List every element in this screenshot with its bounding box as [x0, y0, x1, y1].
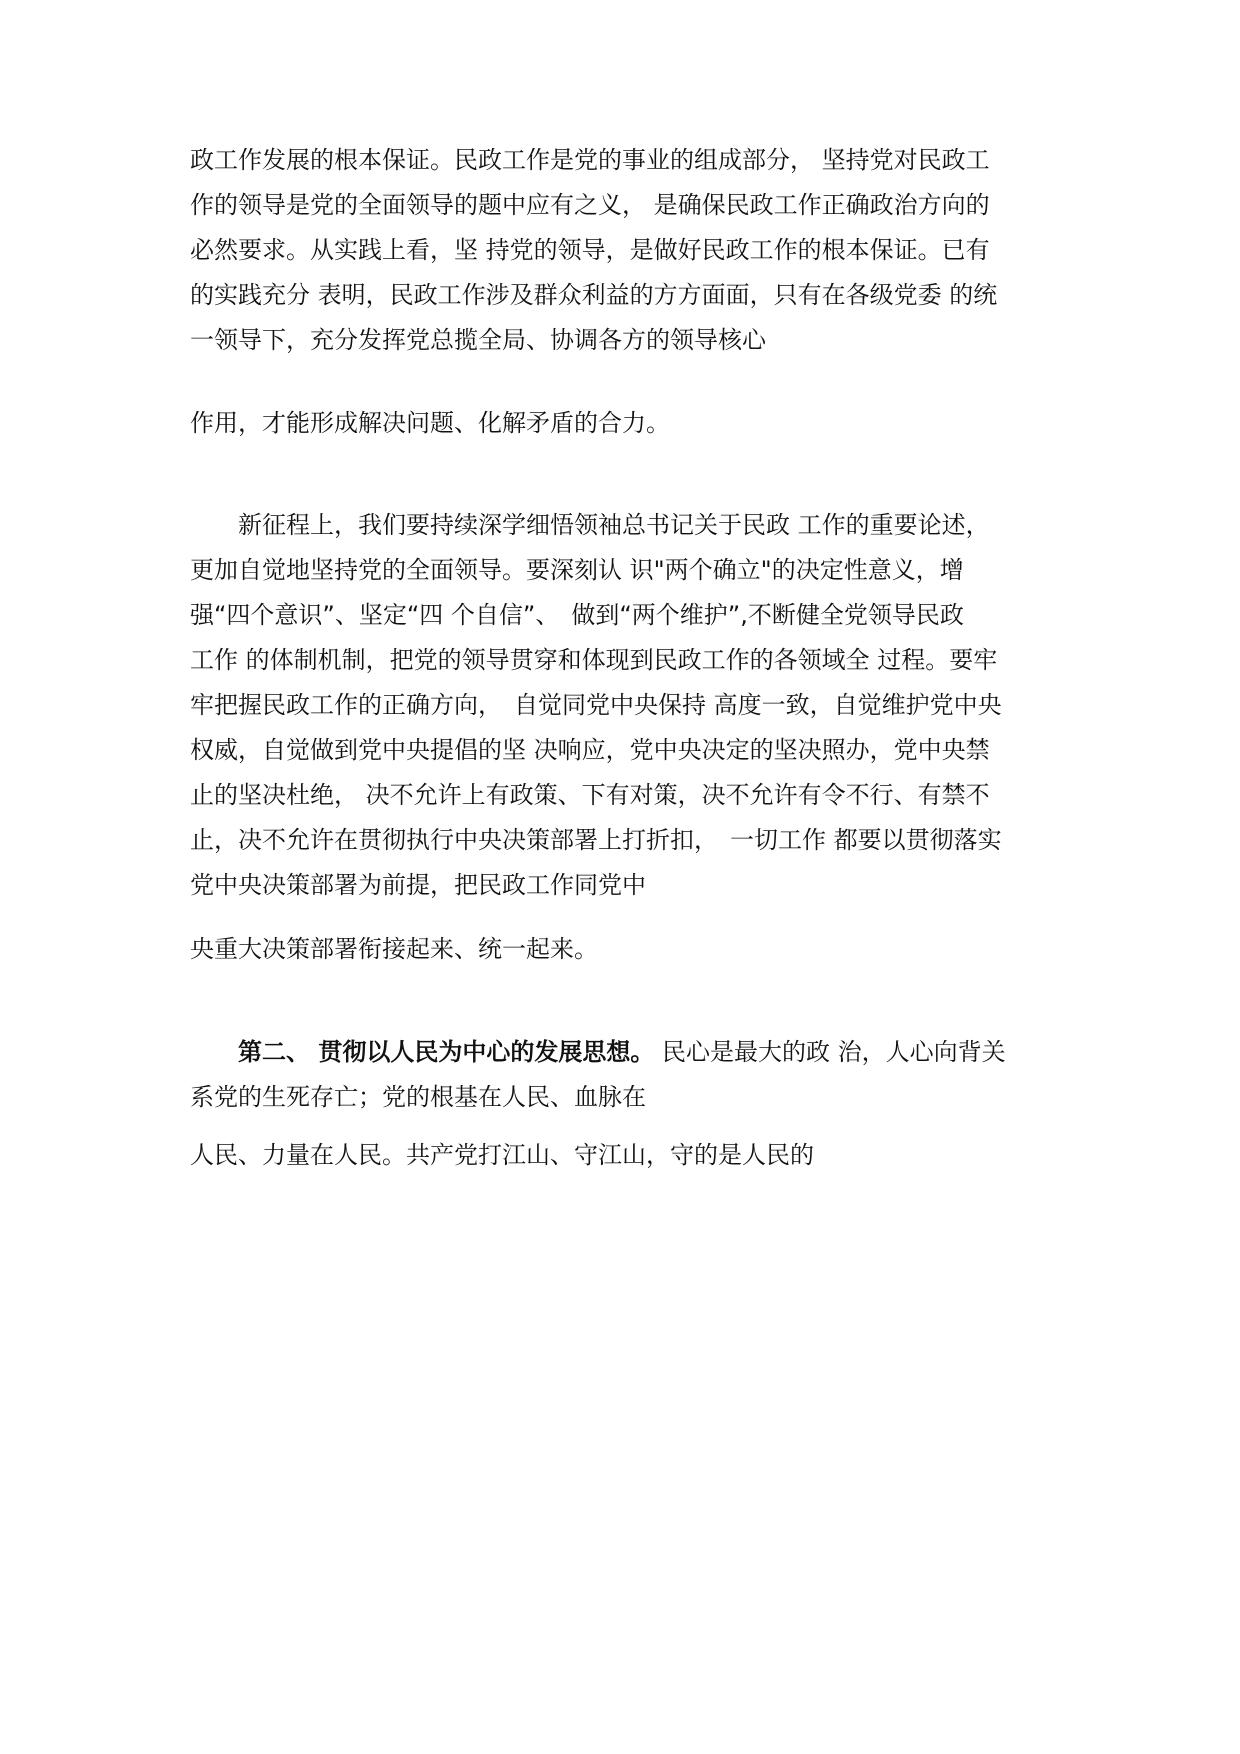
paragraph-1-continuation-line: 作用，才能形成解决问题、化解矛盾的合力。: [190, 409, 670, 437]
paragraph-2-line-2: 更加自觉地坚持党的全面领导。要深刻认 识"两个确立"的决定性意义，增: [190, 556, 964, 584]
paragraph-1-line-3: 必然要求。从实践上看，坚 持党的领导，是做好民政工作的根本保证。已有: [190, 236, 990, 264]
paragraph-3-continuation: [190, 1133, 1070, 1178]
paragraph-1-line-4: 的实践充分 表明，民政工作涉及群众利益的方方面面，只有在各级党委 的统: [190, 281, 998, 309]
paragraph-3: [190, 1030, 1070, 1120]
paragraph-2-line-3: 强“四个意识”、坚定“四 个自信”、 做到“两个维护”,不断健全党领导民政: [190, 601, 964, 629]
paragraph-3-indent: [190, 1038, 238, 1066]
paragraph-3-continuation-line: 人民、力量在人民。共产党打江山、守江山，守的是人民的: [190, 1141, 814, 1169]
paragraph-2-continuation: [190, 927, 1070, 972]
paragraph-2-line-5: 牢把握民政工作的正确方向， 自觉同党中央保持 高度一致，自觉维护党中央: [190, 691, 1002, 719]
paragraph-3-line-2: 系党的生死存亡；党的根基在人民、血脉在: [190, 1083, 646, 1111]
paragraph-1-line-1: 政工作发展的根本保证。民政工作是党的事业的组成部分， 坚持党对民政工: [190, 146, 990, 174]
paragraph-2: [190, 503, 1070, 908]
paragraph-3-line-1: [190, 1030, 1070, 1075]
paragraph-3-line-1-rest: 民心是最大的政 治，人心向背关: [654, 1038, 1006, 1066]
paragraph-1-continuation: [190, 401, 1070, 446]
paragraph-1-line-2: 作的领导是党的全面领导的题中应有之义， 是确保民政工作正确政治方向的: [190, 191, 990, 219]
paragraph-2-line-8: 止，决不允许在贯彻执行中央决策部署上打折扣， 一切工作 都要以贯彻落实: [190, 826, 1002, 854]
paragraph-2-line-9: 党中央决策部署为前提，把民政工作同党中: [190, 871, 646, 899]
paragraph-1-line-5: 一领导下，充分发挥党总揽全局、协调各方的领导核心: [190, 326, 766, 354]
paragraph-2-line-7: 止的坚决杜绝， 决不允许上有政策、下有对策，决不允许有令不行、有禁不: [190, 781, 990, 809]
paragraph-2-line-4: 工作 的体制机制，把党的领导贯穿和体现到民政工作的各领域全 过程。要牢: [190, 646, 998, 674]
paragraph-1: [190, 138, 1070, 363]
paragraph-2-line-1: 新征程上，我们要持续深学细悟领袖总书记关于民政 工作的重要论述，: [190, 511, 990, 539]
paragraph-2-continuation-line: 央重大决策部署衔接起来、统一起来。: [190, 935, 598, 963]
section-heading: 第二、 贯彻以人民为中心的发展思想。: [238, 1038, 655, 1066]
paragraph-2-line-6: 权威，自觉做到党中央提倡的坚 决响应，党中央决定的坚决照办，党中央禁: [190, 736, 990, 764]
